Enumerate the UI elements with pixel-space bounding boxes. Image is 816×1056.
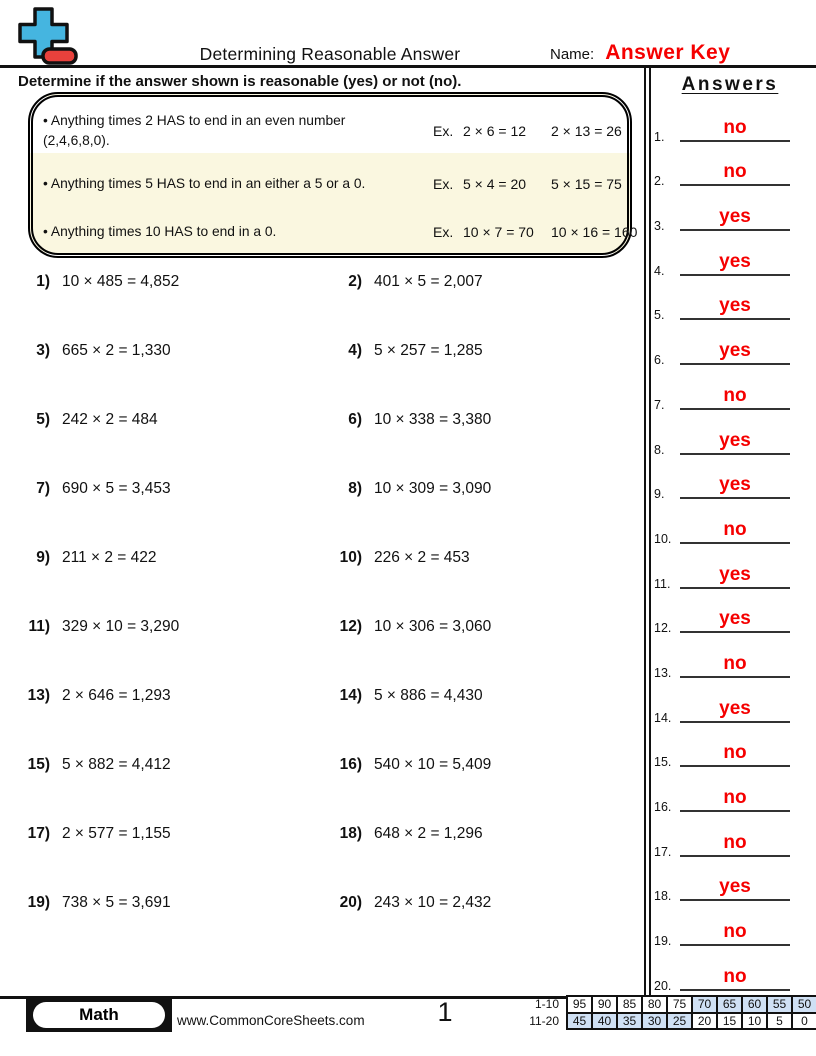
problem-number: 16) (339, 756, 362, 773)
problem-item (330, 477, 642, 546)
answer-blank-line (680, 899, 790, 901)
score-cell: 90 (593, 997, 616, 1012)
problem-equation: 10 × 485 = 4,852 (62, 273, 180, 290)
answer-number: 16. (654, 800, 672, 814)
problem-item (18, 684, 330, 753)
answer-number: 13. (654, 665, 672, 680)
answer-value: yes (719, 697, 751, 719)
answer-item (652, 774, 808, 819)
problem-equation: 690 × 5 = 3,453 (62, 480, 171, 497)
problem-equation: 2 × 646 = 1,293 (62, 687, 171, 704)
answer-number: 6. (654, 353, 665, 368)
answer-number: 3. (654, 219, 665, 234)
answer-value: yes (719, 250, 751, 272)
rule-examples (433, 224, 637, 240)
answer-value: no (723, 116, 747, 138)
problem-equation: 540 × 10 = 5,409 (374, 756, 492, 773)
score-cell: 5 (768, 1014, 791, 1029)
problem-equation: 738 × 5 = 3,691 (62, 894, 171, 911)
answer-blank-line (680, 944, 790, 946)
problem-item (18, 270, 330, 339)
answer-value: no (723, 831, 747, 853)
answer-value: no (723, 652, 747, 674)
answer-item (652, 238, 808, 283)
answer-blank-line (680, 676, 790, 678)
answers-column (652, 104, 808, 998)
rule-text: • Anything times 5 HAS to end in an either a 5 or a 0. (43, 176, 366, 191)
problem-equation: 10 × 309 = 3,090 (374, 480, 492, 497)
answer-value: yes (719, 608, 751, 630)
problem-equation: 5 × 257 = 1,285 (374, 342, 483, 359)
problem-equation: 242 × 2 = 484 (62, 411, 158, 428)
answer-item (652, 372, 808, 417)
example-label: Ex. (433, 176, 454, 192)
score-cell: 85 (618, 997, 641, 1012)
problem-number: 9) (36, 549, 50, 566)
problem-number: 14) (339, 687, 362, 704)
answer-blank-line (680, 587, 790, 589)
rule-row (43, 167, 622, 201)
answer-blank-line (680, 140, 790, 142)
answer-value: yes (719, 206, 751, 228)
problem-item (18, 546, 330, 615)
problem-item (18, 822, 330, 891)
answer-number: 14. (654, 710, 672, 725)
problem-number: 15) (27, 756, 50, 773)
example-equation: 10 × 7 = 70 (463, 224, 534, 240)
score-cell: 45 (568, 1014, 591, 1029)
rules-box (28, 92, 638, 258)
rule-row (43, 215, 638, 249)
score-cell: 75 (668, 997, 691, 1012)
answer-number: 4. (654, 263, 665, 278)
score-cell: 35 (618, 1014, 641, 1029)
example-label: Ex. (433, 123, 454, 139)
answer-value: no (723, 787, 747, 808)
problem-equation: 648 × 2 = 1,296 (374, 825, 483, 842)
problem-item (330, 408, 642, 477)
problem-item (330, 270, 642, 339)
name-label: Name: (550, 46, 595, 63)
answer-item (652, 149, 808, 194)
problem-item (330, 684, 642, 753)
rule-text: • Anything times 2 HAS to end in an even number (2,4,6,8,0). (43, 113, 346, 148)
score-cell: 65 (718, 997, 741, 1012)
score-cell: 30 (643, 1014, 666, 1029)
problem-number: 13) (27, 687, 50, 704)
problems-grid (18, 270, 642, 960)
problem-number: 3) (36, 342, 50, 359)
problem-number: 6) (348, 411, 362, 428)
rule-row (43, 107, 622, 155)
score-cell: 20 (693, 1014, 716, 1029)
problem-number: 8) (348, 480, 362, 497)
answer-item (652, 327, 808, 372)
answers-divider-line (644, 68, 651, 997)
problem-equation: 243 × 10 = 2,432 (374, 894, 492, 911)
score-cell: 60 (743, 997, 766, 1012)
score-cell: 25 (668, 1014, 691, 1029)
example-equation: 5 × 4 = 20 (463, 176, 527, 192)
answer-item (652, 193, 808, 238)
score-cell: 40 (593, 1014, 616, 1029)
answer-blank-line (680, 274, 790, 276)
rule-examples (433, 123, 622, 139)
problem-item (18, 477, 330, 546)
rule-text: • Anything times 10 HAS to end in a 0. (43, 224, 277, 239)
score-row-labels (495, 996, 559, 1029)
problem-equation: 329 × 10 = 3,290 (62, 618, 180, 635)
answer-key-label: Answer Key (605, 41, 731, 64)
score-cell: 95 (568, 997, 591, 1012)
answer-item (652, 640, 808, 685)
score-label-1-10: 1-10 (534, 997, 559, 1011)
answer-item (652, 104, 808, 149)
page-number: 1 (437, 997, 453, 1027)
answer-item (652, 283, 808, 328)
answer-item (652, 864, 808, 909)
answer-value: yes (719, 474, 751, 496)
problem-item (330, 615, 642, 684)
score-cell: 15 (718, 1014, 741, 1029)
answer-number: 20. (654, 978, 672, 993)
answer-value: no (723, 161, 747, 183)
answer-value: no (723, 742, 747, 764)
problem-number: 17) (27, 825, 50, 842)
answer-blank-line (680, 810, 790, 812)
answer-number: 12. (654, 621, 672, 636)
problem-number: 1) (36, 273, 50, 290)
answer-blank-line (680, 363, 790, 365)
problem-item (330, 753, 642, 822)
problem-equation: 5 × 886 = 4,430 (374, 687, 483, 704)
score-cell: 10 (743, 1014, 766, 1029)
answer-item (652, 596, 808, 641)
example-label: Ex. (433, 224, 454, 240)
answer-number: 9. (654, 487, 665, 502)
problem-equation: 211 × 2 = 422 (62, 549, 157, 566)
score-cell: 0 (793, 1014, 816, 1029)
problem-number: 19) (27, 894, 50, 911)
answer-blank-line (680, 408, 790, 410)
answer-number: 17. (654, 844, 672, 859)
problem-equation: 5 × 882 = 4,412 (62, 756, 171, 773)
subject-label: Math (33, 1002, 165, 1028)
subject-badge (26, 998, 172, 1032)
answer-blank-line (680, 542, 790, 544)
answer-value: yes (719, 429, 751, 451)
problem-equation: 2 × 577 = 1,155 (62, 825, 171, 842)
page-title: Determining Reasonable Answer (199, 44, 461, 64)
answer-value: yes (719, 876, 751, 898)
problem-number: 11) (28, 618, 50, 635)
problem-number: 20) (339, 894, 362, 911)
answer-blank-line (680, 765, 790, 767)
answer-value: yes (719, 295, 751, 317)
problem-equation: 401 × 5 = 2,007 (374, 273, 483, 290)
answer-item (652, 551, 808, 596)
name-row (550, 41, 730, 65)
header-divider-line (0, 65, 816, 68)
answer-value: no (723, 921, 747, 943)
answer-blank-line (680, 229, 790, 231)
answer-item (652, 685, 808, 730)
answer-item (652, 908, 808, 953)
answer-number: 15. (654, 755, 672, 770)
example-equation: 5 × 15 = 75 (551, 176, 622, 192)
answer-item (652, 462, 808, 507)
score-cell: 50 (793, 997, 816, 1012)
problem-equation: 10 × 338 = 3,380 (374, 411, 492, 428)
answer-blank-line (680, 989, 790, 991)
problem-number: 12) (339, 618, 362, 635)
rule-examples (433, 176, 622, 192)
score-cell: 70 (693, 997, 716, 1012)
answer-number: 19. (654, 934, 672, 949)
answer-value: no (723, 965, 747, 987)
problem-item (330, 822, 642, 891)
answer-number: 11. (654, 576, 671, 591)
answer-item (652, 819, 808, 864)
answer-number: 1. (654, 129, 665, 144)
website-url: www.CommonCoreSheets.com (177, 1013, 365, 1028)
problem-item (18, 408, 330, 477)
answer-number: 7. (654, 397, 665, 412)
answer-blank-line (680, 497, 790, 499)
problem-number: 10) (339, 549, 362, 566)
example-equation: 2 × 13 = 26 (551, 123, 622, 139)
answer-blank-line (680, 318, 790, 320)
score-cell: 55 (768, 997, 791, 1012)
answers-column-title: Answers (681, 74, 779, 95)
answer-value: no (723, 518, 747, 540)
problem-item (18, 615, 330, 684)
problem-number: 5) (36, 411, 50, 428)
answer-blank-line (680, 721, 790, 723)
example-equation: 2 × 6 = 12 (463, 123, 527, 139)
problem-item (18, 339, 330, 408)
answer-number: 8. (654, 442, 665, 457)
answer-value: yes (719, 563, 751, 585)
problem-item (18, 753, 330, 822)
problem-equation: 10 × 306 = 3,060 (374, 618, 492, 635)
answer-number: 5. (654, 308, 665, 323)
worksheet-instruction: Determine if the answer shown is reasonable (yes) or not (no). (18, 73, 462, 90)
problem-item (330, 339, 642, 408)
score-cell: 80 (643, 997, 666, 1012)
grading-score-table (566, 995, 816, 1030)
answer-blank-line (680, 855, 790, 857)
answer-number: 2. (654, 174, 665, 189)
answer-number: 10. (654, 531, 672, 546)
answer-value: no (723, 384, 747, 406)
problem-number: 2) (348, 273, 362, 290)
problem-equation: 226 × 2 = 453 (374, 549, 470, 566)
answer-blank-line (680, 453, 790, 455)
score-label-11-20: 11-20 (529, 1013, 559, 1028)
answer-item (652, 506, 808, 551)
answer-item (652, 730, 808, 775)
problem-item (330, 546, 642, 615)
answer-item (652, 953, 808, 998)
problem-number: 4) (348, 342, 362, 359)
answer-item (652, 417, 808, 462)
answer-blank-line (680, 184, 790, 186)
answer-number: 18. (654, 889, 672, 904)
example-equation: 10 × 16 = 160 (551, 224, 638, 240)
answer-value: yes (719, 340, 751, 362)
problem-item (330, 891, 642, 960)
problem-equation: 665 × 2 = 1,330 (62, 342, 171, 359)
answer-blank-line (680, 631, 790, 633)
problem-number: 18) (339, 825, 362, 842)
problem-item (18, 891, 330, 960)
problem-number: 7) (36, 480, 50, 497)
